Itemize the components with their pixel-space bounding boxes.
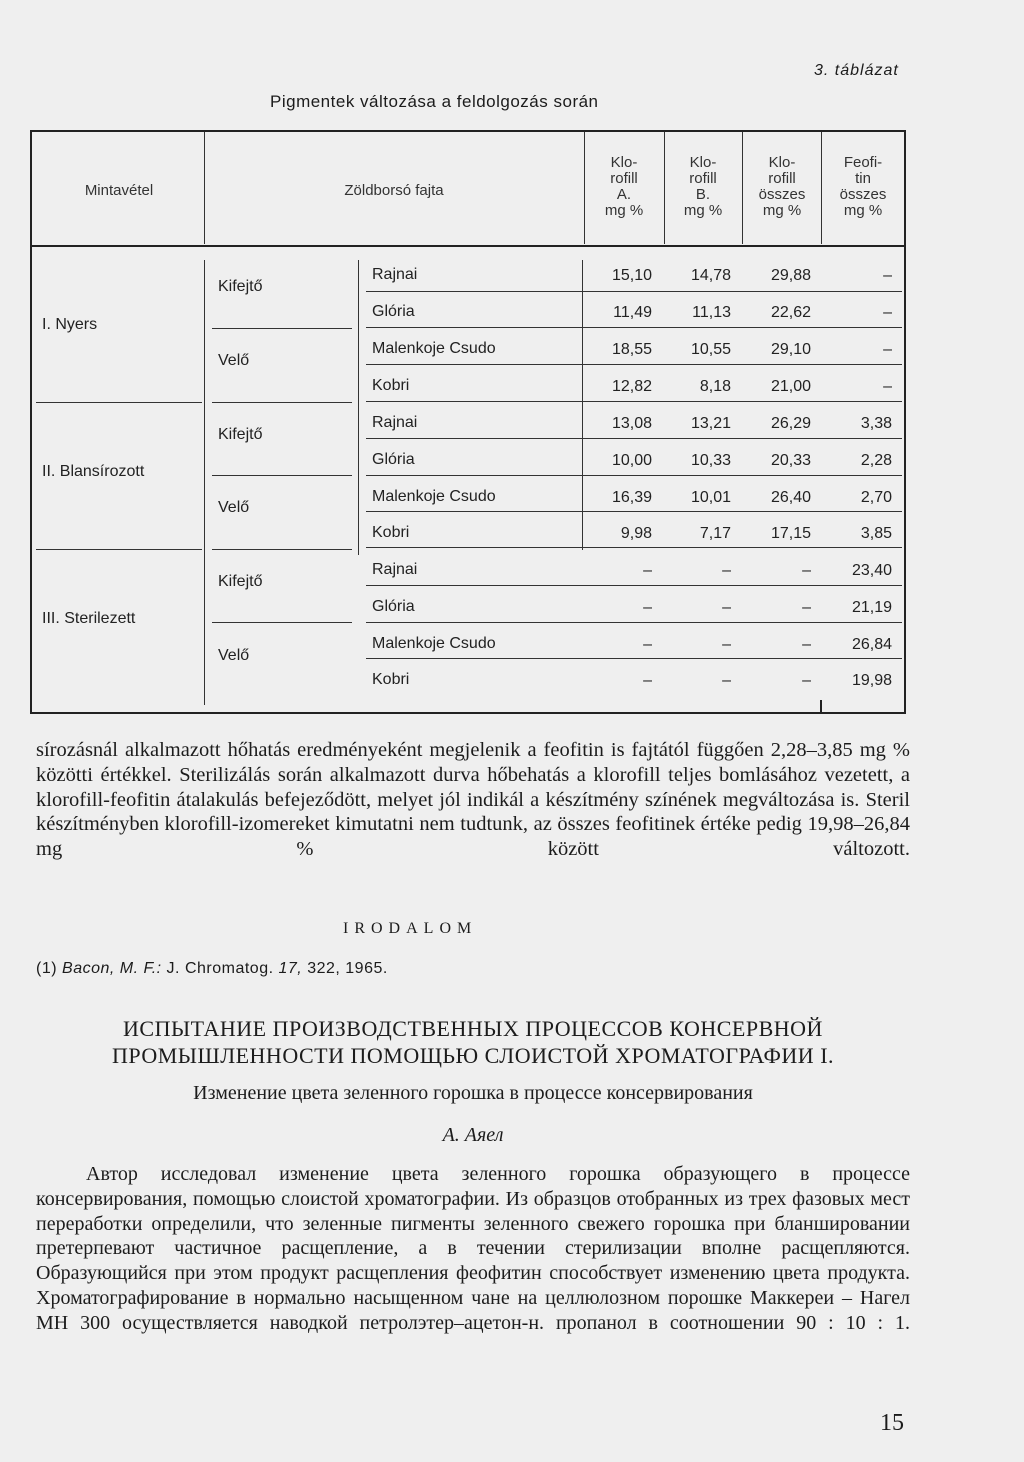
chl-b-cell: 11,13 — [692, 304, 731, 321]
variety-cell: Rajnai — [372, 414, 418, 431]
row-rule — [366, 585, 902, 586]
subgroup-separator — [212, 549, 352, 550]
header-variety: Zöldborsó fajta — [344, 182, 444, 199]
chl-a-cell: 13,08 — [611, 415, 652, 432]
body-divider — [820, 700, 822, 714]
variety-cell: Rajnai — [372, 561, 418, 578]
pheo-cell: 2,28 — [860, 452, 892, 469]
chl-total-cell: 29,10 — [770, 341, 811, 358]
subgroup-label: Kifejtő — [218, 426, 263, 443]
chl-total-cell: 26,40 — [770, 489, 811, 506]
chl-b-cell: 7,17 — [699, 525, 731, 542]
header-chl-total: Klo- rofill összes mg % — [758, 154, 806, 219]
article-author: А. Аяел — [442, 1124, 504, 1146]
reference-volume: 17, — [278, 960, 303, 977]
chl-a-cell: – — [643, 672, 652, 689]
reference-author: Bacon, M. F.: — [62, 960, 162, 977]
group-separator — [36, 549, 202, 550]
group-separator — [36, 402, 202, 403]
table-title: Pigmentek változása a feldolgozás során — [270, 92, 599, 111]
subgroup-label: Velő — [218, 499, 250, 516]
chl-a-cell: 9,98 — [620, 525, 652, 542]
row-rule — [366, 475, 902, 476]
subgroup-separator — [212, 622, 352, 623]
row-rule — [366, 658, 902, 659]
pheo-cell: – — [883, 341, 892, 358]
row-rule — [366, 291, 902, 292]
header-divider — [742, 132, 743, 244]
article-subtitle: Изменение цвета зеленного горошка в процессе консервирования — [193, 1082, 753, 1104]
chl-total-cell: 29,88 — [770, 267, 811, 284]
row-rule — [366, 364, 902, 365]
pheo-cell: 21,19 — [851, 599, 892, 616]
variety-cell: Glória — [372, 303, 415, 320]
chl-b-cell: 10,01 — [690, 489, 731, 506]
pheo-cell: 2,70 — [860, 489, 892, 506]
chl-a-cell: 18,55 — [611, 341, 652, 358]
pheo-cell: 23,40 — [851, 562, 892, 579]
chl-total-cell: – — [802, 672, 811, 689]
variety-cell: Malenkoje Csudo — [372, 340, 496, 357]
pheo-cell: 26,84 — [851, 636, 892, 653]
chl-b-cell: – — [722, 562, 731, 579]
header-divider — [664, 132, 665, 244]
chl-total-cell: 17,15 — [770, 525, 811, 542]
row-rule — [366, 622, 902, 623]
header-chl-b: Klo- rofill B. mg % — [683, 154, 723, 219]
chl-b-cell: 10,33 — [690, 452, 731, 469]
subgroup-separator — [212, 328, 352, 329]
pheo-cell: – — [883, 267, 892, 284]
variety-cell: Glória — [372, 598, 415, 615]
chl-total-cell: – — [802, 562, 811, 579]
subgroup-separator — [212, 402, 352, 403]
body-divider — [204, 260, 205, 705]
title-line: ПРОМЫШЛЕННОСТИ ПОМОЩЬЮ СЛОИСТОЙ ХРОМАТОГРАФИИ I. — [111, 1043, 835, 1068]
pheo-cell: – — [883, 378, 892, 395]
row-rule — [366, 547, 902, 548]
table-label: 3. táblázat — [814, 62, 899, 79]
chl-total-cell: 21,00 — [770, 378, 811, 395]
header-divider — [204, 132, 205, 244]
row-rule — [366, 401, 902, 402]
chl-a-cell: – — [643, 636, 652, 653]
header-divider — [821, 132, 822, 244]
reference-journal: J. Chromatog. — [166, 960, 274, 977]
header-rule — [30, 245, 906, 247]
article-title — [36, 1015, 910, 1069]
chl-a-cell: 16,39 — [611, 489, 652, 506]
variety-cell: Kobri — [372, 671, 410, 688]
article-abstract: Автор исследовал изменение цвета зеленного горошка образующего в процессе консервирования, помощью слоистой хроматографии. Из образцов отобранных из трех фазовых мест переработки определили, что зеленные пигменты зеленного свежего горошка при бланшировании претерпевают частичное расщепление, а в течении стерилизации вполне расщепляются. Образующийся при этом продукт расщепления феофитин способствует изменению цвета продукта. Хроматографирование в нормально насыщенном чане на целлюлозном порошке Маккереи – Нагел МН 300 осуществляется наводкой петролэтер–ацетон-н. пропанол в соотношении 90 : 10 : 1. — [36, 1163, 910, 1334]
pheo-cell: 19,98 — [851, 672, 892, 689]
reference-number: (1) — [36, 960, 58, 977]
chl-a-cell: 15,10 — [611, 267, 652, 284]
chl-b-cell: 14,78 — [690, 267, 731, 284]
chl-a-cell: 12,82 — [611, 378, 652, 395]
chl-b-cell: – — [722, 672, 731, 689]
chl-b-cell: 8,18 — [699, 378, 731, 395]
pheo-cell: 3,38 — [860, 415, 892, 432]
reference-item — [36, 960, 388, 978]
chl-b-cell: – — [722, 636, 731, 653]
subgroup-label: Velő — [218, 352, 250, 369]
chl-total-cell: 20,33 — [770, 452, 811, 469]
pheo-cell: – — [883, 304, 892, 321]
header-pheo-total: Feofi- tin összes mg % — [839, 154, 887, 219]
variety-cell: Malenkoje Csudo — [372, 635, 496, 652]
row-rule — [366, 327, 902, 328]
chl-total-cell: 26,29 — [770, 415, 811, 432]
subgroup-label: Kifejtő — [218, 573, 263, 590]
variety-cell: Kobri — [372, 524, 410, 541]
chl-a-cell: 11,49 — [613, 304, 652, 321]
row-rule — [366, 511, 902, 512]
reference-pages: 322, 1965. — [307, 960, 388, 977]
chl-a-cell: 10,00 — [611, 452, 652, 469]
subgroup-label: Velő — [218, 647, 250, 664]
group-label: III. Sterilezett — [42, 610, 136, 627]
variety-cell: Malenkoje Csudo — [372, 488, 496, 505]
group-label: II. Blansírozott — [42, 463, 145, 480]
variety-cell: Rajnai — [372, 266, 418, 283]
row-rule — [366, 438, 902, 439]
chl-b-cell: 13,21 — [690, 415, 731, 432]
subgroup-label: Kifejtő — [218, 278, 263, 295]
chl-total-cell: – — [802, 636, 811, 653]
chl-total-cell: 22,62 — [770, 304, 811, 321]
variety-cell: Glória — [372, 451, 415, 468]
page-number: 15 — [880, 1410, 904, 1436]
chl-a-cell: – — [643, 562, 652, 579]
chl-a-cell: – — [643, 599, 652, 616]
subgroup-separator — [212, 475, 352, 476]
literature-heading: IRODALOM — [343, 920, 478, 937]
variety-cell: Kobri — [372, 377, 410, 394]
header-chl-a: Klo- rofill A. mg % — [604, 154, 644, 219]
title-line: ИСПЫТАНИЕ ПРОИЗВОДСТВЕННЫХ ПРОЦЕССОВ КОНСЕРВНОЙ — [123, 1016, 823, 1041]
chl-b-cell: 10,55 — [690, 341, 731, 358]
body-divider — [358, 260, 359, 555]
body-paragraph: sírozásnál alkalmazott hőhatás eredményeként megjelenik a feofitin is fajtától függően 2,28–3,85 mg % közötti értékkel. Sterilizálás során alkalmazott durva hőbehatás a klorofill teljes bomlásához vezetett, a klorofill-feofitin átalakulás befejeződött, melyet jól indikál a készítmény színének megváltozása is. Steril készítményben klorofill-izomereket kimutatni nem tudtunk, az összes feofitinek értéke pedig 19,98–26,84 mg % között változott. — [36, 739, 910, 861]
group-label: I. Nyers — [42, 316, 98, 333]
header-sampling: Mintavétel — [84, 182, 154, 199]
pheo-cell: 3,85 — [860, 525, 892, 542]
chl-b-cell: – — [722, 599, 731, 616]
chl-total-cell: – — [802, 599, 811, 616]
header-divider — [584, 132, 585, 244]
